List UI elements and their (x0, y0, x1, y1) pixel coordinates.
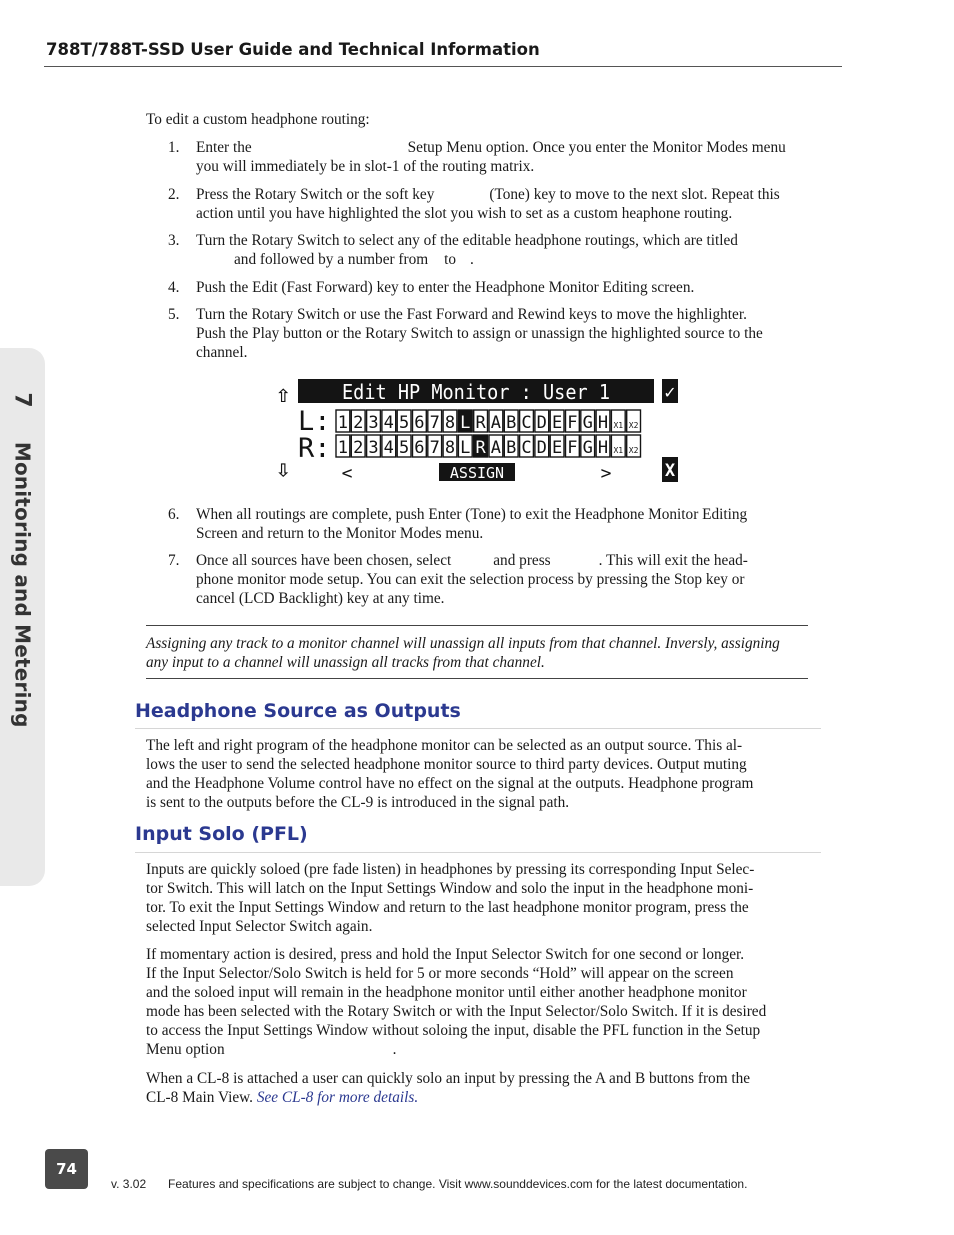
lcd-cell-label: R (475, 413, 486, 433)
lcd-cell-label: H (597, 438, 609, 458)
section2-paragraph-2: If momentary action is desired, press and hold the Input Selector Switch for one second or longer. If the Input Selector/Solo Switch is held for 5 or more seconds “Hold” will appear on the screen and the soloed input will remain in the headphone monitor until either another headphone monitor mode has been selected with the Rotary Switch or with the Input Selector/Solo Switch. If it is desired to access the Input Settings Window without soloing the input, disable the PFL function in the Setup Menu option . (146, 946, 767, 1058)
cl8-details-link[interactable]: See CL-8 for more details. (256, 1089, 419, 1106)
lcd-cell-label: L (460, 413, 471, 433)
lcd-cell-label: X2 (628, 446, 639, 455)
lcd-cell-label: L (460, 438, 471, 458)
lcd-cell-label: C (521, 413, 532, 433)
chapter-number: 7 (9, 392, 35, 408)
lcd-cell-label: 5 (398, 413, 410, 433)
lcd-cell-label: 7 (429, 438, 440, 458)
list-item-number: 5. (168, 306, 180, 323)
list-item-number: 7. (168, 552, 180, 569)
assign-softkey-label: ASSIGN (449, 464, 505, 482)
chapter-title: Monitoring and Metering (10, 441, 35, 728)
lcd-screen-illustration (276, 377, 682, 485)
lcd-cell-label: C (521, 438, 532, 458)
document-header-title: 788T/788T-SSD User Guide and Technical Information (46, 40, 540, 59)
section2-paragraph-1: Inputs are quickly soloed (pre fade listen) in headphones by pressing its corresponding Input Selec- tor Switch. This will latch on the Input Settings Window and solo the input in the headphone moni- tor. To exit the Input Settings Window and return to the last headphone monitor program, press the selected Input Selector Switch again. (146, 861, 755, 935)
lcd-cell-label: A (490, 413, 502, 433)
note-text: Assigning any track to a monitor channel will unassign all inputs from that channel. Inversly, assigning any input to a channel will unassign all tracks from that channel. (146, 635, 780, 671)
lcd-cell-label: E (551, 438, 563, 458)
lcd-cell-label: 3 (368, 413, 379, 433)
intro-text: To edit a custom headphone routing: (146, 111, 370, 128)
lcd-cell-label: E (551, 413, 563, 433)
lcd-cell-label: D (536, 413, 547, 433)
lcd-cell-label: 3 (368, 438, 379, 458)
lcd-right-label: R: (298, 433, 331, 464)
page-number-badge: 74 (45, 1149, 88, 1189)
footer-text (111, 1177, 747, 1191)
lcd-cell-label: X2 (628, 421, 639, 430)
lcd-cell-label: A (490, 438, 502, 458)
list-item-number: 3. (168, 232, 180, 249)
lcd-right-arrow-icon: > (600, 463, 612, 484)
note-bottom-rule (146, 678, 808, 679)
lcd-cell-label: H (597, 413, 609, 433)
list-item-text: Push the Edit (Fast Forward) key to enter the Headphone Monitor Editing screen. (196, 279, 695, 296)
list-item-text: Turn the Rotary Switch to select any of the editable headphone routings, which are titled and followed by a number from to . (196, 232, 738, 268)
lcd-cell-label: F (567, 438, 578, 458)
list-item-text: When all routings are complete, push Enter (Tone) to exit the Headphone Monitor Editing Screen and return to the Monitor Modes menu. (196, 506, 748, 542)
lcd-cell-label: 1 (337, 413, 349, 433)
lcd-cell-label: G (582, 438, 593, 458)
lcd-cell-label: 2 (353, 438, 364, 458)
lcd-left-label: L: (298, 406, 331, 437)
lcd-cell-label: X1 (613, 421, 624, 430)
lcd-cell-label: X1 (613, 446, 624, 455)
list-item-text: Press the Rotary Switch or the soft key (Tone) key to move to the next slot. Repeat this action until you have highlighted the slot you wish to set as a custom heaphone routing. (196, 186, 780, 222)
lcd-left-arrow-icon: < (341, 463, 353, 484)
version-label: v. 3.02 (111, 1177, 147, 1191)
section-heading-headphone-source: Headphone Source as Outputs (135, 700, 461, 722)
lcd-cell-label: 8 (444, 413, 456, 433)
lcd-right-channel-cells (336, 435, 641, 458)
note-top-rule (146, 625, 808, 626)
chapter-side-label (10, 392, 35, 727)
section2-paragraph-3: When a CL-8 is attached a user can quickly solo an input by pressing the A and B buttons from the CL-8 Main View. See CL-8 for more details. (146, 1070, 751, 1106)
section1-paragraph: The left and right program of the headphone monitor can be selected as an output source. This al- lows the user to send the selected headphone monitor source to third party devices. Output muting and the Headphone Volume control have no effect on the signal at the outputs. Headphone program is sent to the outputs before the CL-9 is introduced in the signal path. (146, 737, 754, 811)
lcd-cell-label: F (567, 413, 578, 433)
list-item-number: 4. (168, 279, 180, 296)
check-icon: ✓ (663, 383, 677, 402)
cancel-x-icon: X (664, 461, 676, 481)
lcd-cell-label: 4 (383, 413, 394, 433)
list-item-number: 6. (168, 506, 180, 523)
list-item-text: Once all sources have been chosen, select and press . This will exit the head- phone monitor mode setup. You can exit the selection process by pressing the Stop key or cancel (LCD Backlight) key at any time. (196, 552, 748, 607)
lcd-cell-label: 6 (414, 438, 425, 458)
lcd-title: Edit HP Monitor : User 1 (342, 380, 610, 404)
scroll-down-icon: ⇩ (276, 455, 291, 483)
list-item-number: 2. (168, 186, 180, 203)
scroll-up-icon: ⇧ (276, 380, 291, 408)
lcd-cell-label: B (506, 438, 517, 458)
footer-disclaimer: Features and specifications are subject to change. Visit www.sounddevices.com for the latest documentation. (168, 1177, 748, 1191)
lcd-cell-label: B (506, 413, 517, 433)
lcd-cell-label: 2 (353, 413, 364, 433)
lcd-cell-label: G (582, 413, 593, 433)
lcd-cell-label: 5 (398, 438, 410, 458)
lcd-cell-label: D (536, 438, 547, 458)
list-item-text: Enter the Setup Menu option. Once you enter the Monitor Modes menu you will immediately be in slot-1 of the routing matrix. (196, 139, 786, 175)
header-rule (44, 66, 842, 67)
list-item-number: 1. (168, 139, 180, 156)
section-heading-rule (135, 852, 821, 853)
section-heading-input-solo: Input Solo (PFL) (135, 823, 308, 845)
lcd-cell-label: 8 (444, 438, 456, 458)
lcd-cell-label: R (475, 438, 486, 458)
section-heading-rule (135, 728, 821, 729)
lcd-cell-label: 6 (414, 413, 425, 433)
lcd-cell-label: 1 (337, 438, 349, 458)
lcd-left-channel-cells (336, 410, 641, 433)
list-item-text: Turn the Rotary Switch or use the Fast Forward and Rewind keys to move the highlighter. Push the Play button or the Rotary Switch to assign or unassign the highlighted source to the channel. (196, 306, 763, 361)
lcd-cell-label: 7 (429, 413, 440, 433)
lcd-cell-label: 4 (383, 438, 394, 458)
